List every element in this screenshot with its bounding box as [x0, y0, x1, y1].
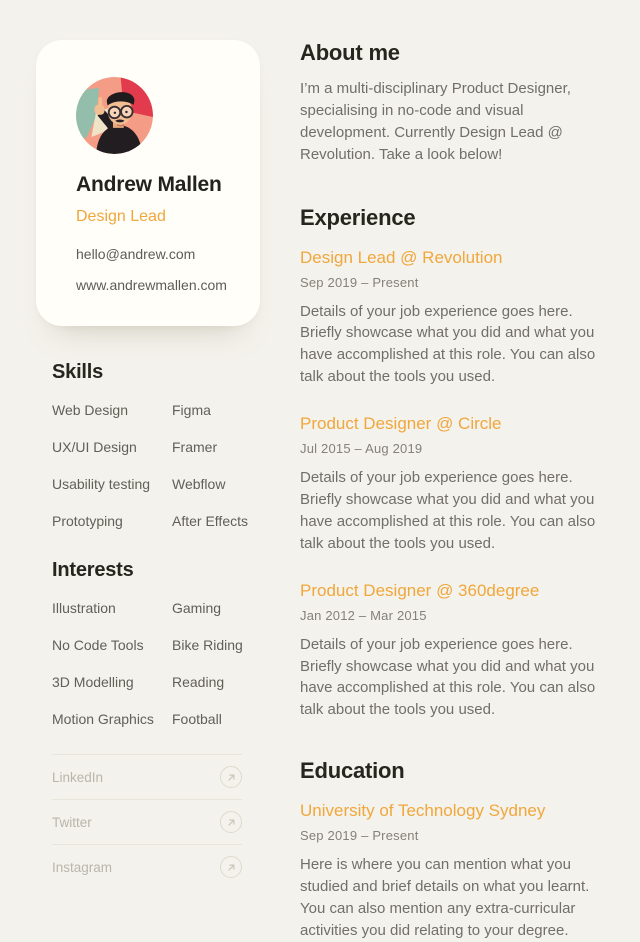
- skill-item: UX/UI Design: [52, 439, 137, 455]
- left-column: [36, 40, 260, 906]
- experience-entry: [300, 581, 610, 722]
- profile-card: [36, 40, 260, 326]
- social-link-label: LinkedIn: [52, 769, 104, 785]
- experience-heading: Experience: [300, 204, 416, 230]
- skill-item: After Effects: [172, 513, 248, 529]
- interests-section: [36, 559, 260, 728]
- interest-item: Reading: [172, 674, 225, 690]
- school-dates: Sep 2019 – Present: [300, 828, 419, 844]
- skill-item: Webflow: [172, 476, 226, 492]
- profile-job-title: Design Lead: [76, 208, 166, 225]
- skill-item: Prototyping: [52, 513, 123, 529]
- avatar-illustration-icon: [76, 77, 153, 154]
- social-link-instagram[interactable]: [52, 844, 242, 889]
- interest-item: Football: [172, 711, 222, 727]
- skill-item: Web Design: [52, 402, 129, 418]
- job-description: Details of your job experience goes here. Briefly showcase what you did and what you have accomplished at this role. You can also talk about the tools you used.: [300, 469, 596, 552]
- skill-item: Figma: [172, 402, 211, 418]
- skills-heading: Skills: [52, 361, 104, 383]
- social-link-linkedin[interactable]: [52, 754, 242, 799]
- experience-entry: [300, 248, 610, 389]
- job-dates: Jul 2015 – Aug 2019: [300, 441, 423, 457]
- interest-item: Gaming: [172, 600, 222, 616]
- skill-item: Framer: [172, 439, 218, 455]
- interests-heading: Interests: [52, 559, 134, 581]
- job-title: Product Designer @ Circle: [300, 414, 502, 434]
- skills-grid: [52, 401, 260, 530]
- avatar: [76, 77, 153, 154]
- job-title: Product Designer @ 360degree: [300, 580, 540, 600]
- right-column: [300, 40, 610, 939]
- arrow-up-right-icon[interactable]: [220, 856, 242, 878]
- about-text: I’m a multi-disciplinary Product Designer, specialising in no-code and visual development. Currently Design Lead @ Revolution. Take a look below!: [300, 80, 571, 163]
- skills-section: [36, 361, 260, 530]
- interests-grid: [52, 599, 260, 728]
- job-dates: Jan 2012 – Mar 2015: [300, 607, 427, 623]
- profile-website: www.andrewmallen.com: [76, 277, 227, 293]
- education-heading: Education: [300, 758, 405, 784]
- arrow-up-right-icon[interactable]: [220, 766, 242, 788]
- interest-item: Illustration: [52, 600, 116, 616]
- school-title: University of Technology Sydney: [300, 801, 546, 821]
- job-description: Details of your job experience goes here. Briefly showcase what you did and what you have accomplished at this role. You can also talk about the tools you used.: [300, 635, 596, 719]
- social-link-label: Instagram: [52, 859, 113, 875]
- interest-item: Motion Graphics: [52, 711, 154, 727]
- social-links: [36, 754, 242, 889]
- education-section: [300, 758, 610, 942]
- school-description: Here is where you can mention what you studied and brief details on what you learnt. You can also mention any extra-curricular activities you did relating to your degree.: [300, 856, 590, 939]
- interest-item: No Code Tools: [52, 637, 144, 653]
- profile-name: Andrew Mallen: [76, 173, 222, 196]
- profile-contact: [76, 246, 240, 293]
- education-entry: [300, 801, 610, 942]
- experience-section: [300, 205, 610, 722]
- arrow-up-right-icon[interactable]: [220, 811, 242, 833]
- interest-item: 3D Modelling: [52, 674, 134, 690]
- about-section: [300, 40, 610, 166]
- social-link-label: Twitter: [52, 814, 92, 830]
- profile-email: hello@andrew.com: [76, 246, 196, 262]
- experience-entry: [300, 414, 610, 555]
- interest-item: Bike Riding: [172, 637, 243, 653]
- job-dates: Sep 2019 – Present: [300, 274, 419, 290]
- skill-item: Usability testing: [52, 476, 151, 492]
- job-description: Details of your job experience goes here. Briefly showcase what you did and what you have accomplished at this role. You can also talk about the tools you used.: [300, 302, 596, 386]
- social-link-twitter[interactable]: [52, 799, 242, 844]
- about-heading: About me: [300, 40, 400, 65]
- job-title: Design Lead @ Revolution: [300, 247, 503, 267]
